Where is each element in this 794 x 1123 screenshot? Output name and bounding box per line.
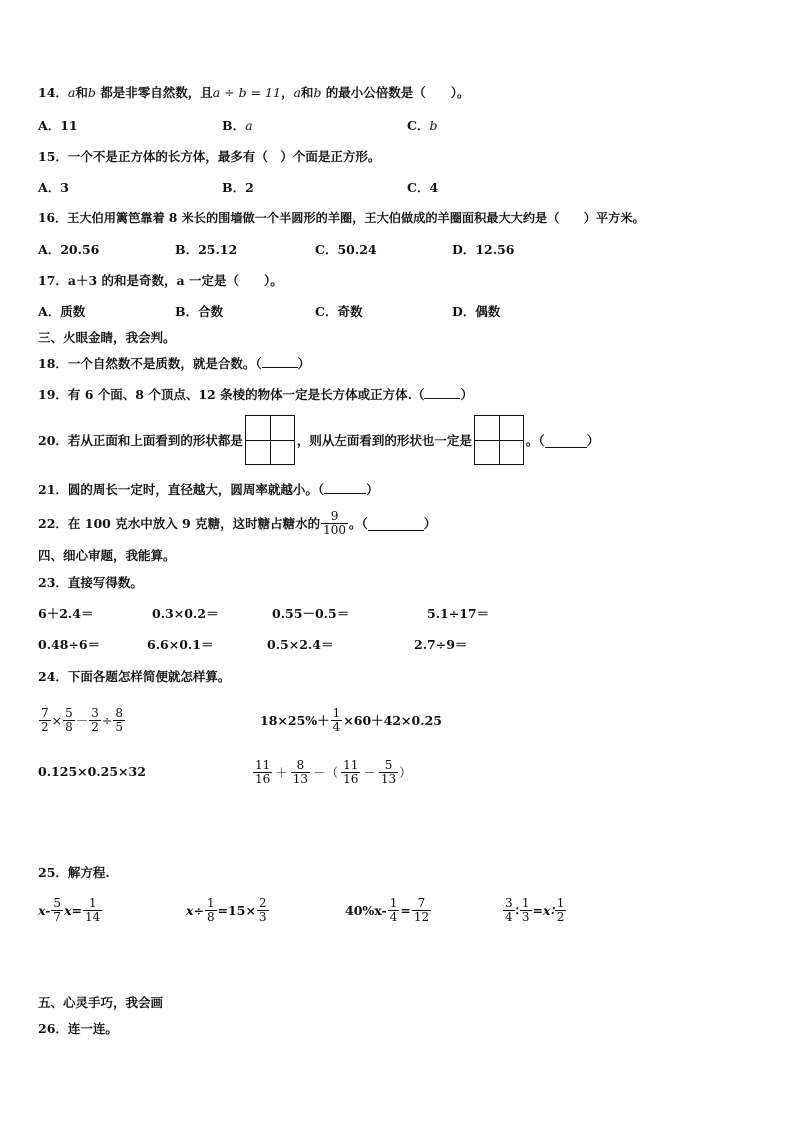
q25-eq-2: x÷ $\frac{1}{8}$ =15× $\frac{2}{3}$ [186,895,267,924]
q22: 22．在 100 克水中放入 9 克糖，这时糖占糖水的 $\frac{9}{100}$ 。（ ） [38,508,437,537]
q14-option-b: B．a [222,118,253,133]
q15-option-c: C．4 [407,180,439,195]
section-3-heading: 三、火眼金睛，我会判。 [38,330,176,345]
fraction: $\frac{9}{100}$ [323,508,346,537]
q24-expr-2: 18×25%＋ $\frac{1}{4}$ ×60＋42×0.25 [260,705,442,734]
answer-blank[interactable] [424,398,460,399]
q23-item: 0.5×2.4＝ [267,637,334,652]
grid-square-figure [474,415,524,465]
q17-option-c: C．奇数 [315,304,363,319]
q23-item: 0.55－0.5＝ [272,606,350,621]
q16-option-a: A．20.56 [38,242,100,257]
q16-option-b: B．25.12 [175,242,238,257]
q16-option-d: D．12.56 [452,242,515,257]
q16-stem: 16．王大伯用篱笆靠着 8 米长的围墙做一个半圆形的羊圈，王大伯做成的羊圈面积最大大约是（ ）平方米。 [38,211,645,225]
q16-option-c: C．50.24 [315,242,377,257]
q24-expr-4: $\frac{11}{16}$ ＋ $\frac{8}{13}$ －（ $\frac{11}{16}$ － $\frac{5}{13}$ ） [255,757,412,786]
section-4-heading: 四、细心审题，我能算。 [38,548,176,563]
q23-item: 0.3×0.2＝ [152,606,219,621]
q18: 18．一个自然数不是质数，就是合数。（ ） [38,356,311,371]
q15-option-b: B．2 [222,180,254,195]
q17-option-b: B．合数 [175,304,224,319]
q23-item: 6.6×0.1＝ [147,637,214,652]
q14-option-a: A．11 [38,118,78,133]
answer-blank[interactable] [545,433,587,448]
q23-item: 6＋2.4＝ [38,606,94,621]
grid-square-figure [245,415,295,465]
q15-stem: 15．一个不是正方体的长方体，最多有（ ）个面是正方形。 [38,149,381,164]
q25-eq-3: 40%x- $\frac{1}{4}$ = $\frac{7}{12}$ [345,895,430,924]
q23-item: 2.7÷9＝ [414,637,468,652]
q20: 20．若从正面和上面看到的形状都是 ，则从左面看到的形状也一定是 。（ ） [38,414,599,466]
q23-item: 0.48÷6＝ [38,637,101,652]
answer-blank[interactable] [324,493,366,494]
q19: 19．有 6 个面、8 个顶点、12 条棱的物体一定是长方体或正方体.（ ） [38,387,473,402]
q25-eq-4: $\frac{3}{4}$ ∶ $\frac{1}{3}$ =x∶ $\frac{1}{2}$ [505,895,565,924]
answer-blank[interactable] [262,367,298,368]
q14-stem: 14．a和b 都是非零自然数，且a ÷ b = 11，a和b 的最小公倍数是（ ）。 [38,85,470,100]
q17-stem: 17．a＋3 的和是奇数，a 一定是（ ）。 [38,273,283,288]
q25-title: 25．解方程. [38,865,110,880]
q24-expr-1: $\frac{7}{2}$ × $\frac{5}{8}$ － $\frac{3}{2}$ ÷ $\frac{8}{5}$ [41,705,124,734]
q21: 21．圆的周长一定时，直径越大，圆周率就越小。（ ） [38,482,379,497]
q23-item: 5.1÷17＝ [427,606,490,621]
q25-eq-1: x- $\frac{5}{7}$ x= $\frac{1}{14}$ [38,895,101,924]
q23-title: 23．直接写得数。 [38,575,143,590]
q14-option-c: C．b [407,118,438,133]
q26: 26．连一连。 [38,1021,118,1036]
q15-option-a: A．3 [38,180,69,195]
q17-option-d: D．偶数 [452,304,501,319]
q24-title: 24．下面各题怎样简便就怎样算。 [38,669,231,684]
answer-blank[interactable] [368,516,424,531]
q24-expr-3: 0.125×0.25×32 [38,764,146,779]
q17-option-a: A．质数 [38,304,86,319]
section-5-heading: 五、心灵手巧，我会画 [38,995,164,1010]
